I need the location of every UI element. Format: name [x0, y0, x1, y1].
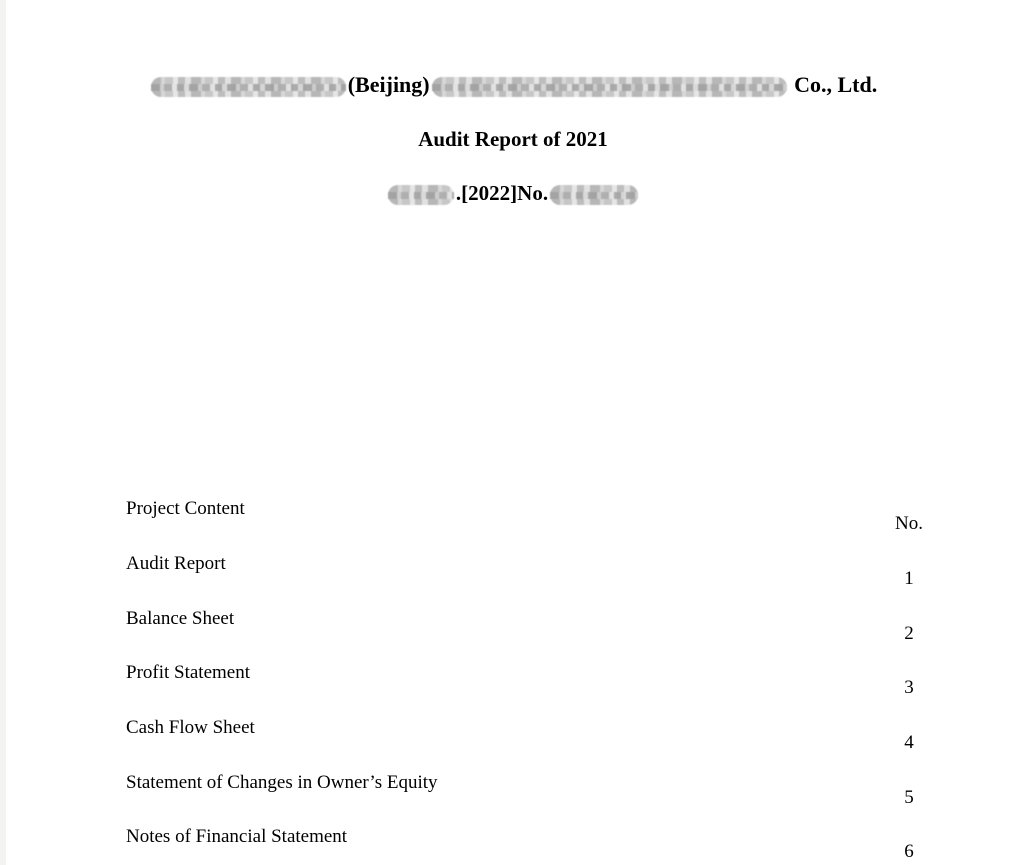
toc-item-label: Notes of Financial Statement — [126, 826, 348, 847]
toc-number-header: No. — [895, 513, 923, 534]
redacted-text — [550, 185, 638, 205]
toc-item-label: Audit Report — [126, 553, 226, 574]
toc-item-label: Statement of Changes in Owner’s Equity — [126, 772, 438, 793]
redacted-text — [151, 77, 346, 97]
report-number-line — [6, 181, 1020, 206]
toc-item-number: 4 — [904, 732, 914, 753]
toc-item-number: 5 — [904, 787, 914, 808]
toc-column-header: Project Content — [126, 498, 245, 519]
report-title: Audit Report of 2021 — [418, 127, 608, 151]
toc-item-label: Cash Flow Sheet — [126, 717, 255, 738]
redacted-text — [388, 185, 454, 205]
toc-item-label: Profit Statement — [126, 662, 251, 683]
redacted-text — [432, 77, 787, 97]
company-name-fragment-beijing: (Beijing) — [347, 72, 430, 97]
toc-item-number: 3 — [904, 677, 914, 698]
toc-item-number: 1 — [904, 568, 914, 589]
toc-item-number: 2 — [904, 623, 914, 644]
document-page — [6, 0, 1020, 865]
toc-item-number: 6 — [904, 841, 914, 862]
company-name-fragment-suffix: Co., Ltd. — [794, 72, 878, 97]
report-number-fragment: .[2022]No. — [455, 181, 549, 205]
toc-item-label: Balance Sheet — [126, 608, 235, 629]
company-name-line — [6, 72, 1020, 98]
